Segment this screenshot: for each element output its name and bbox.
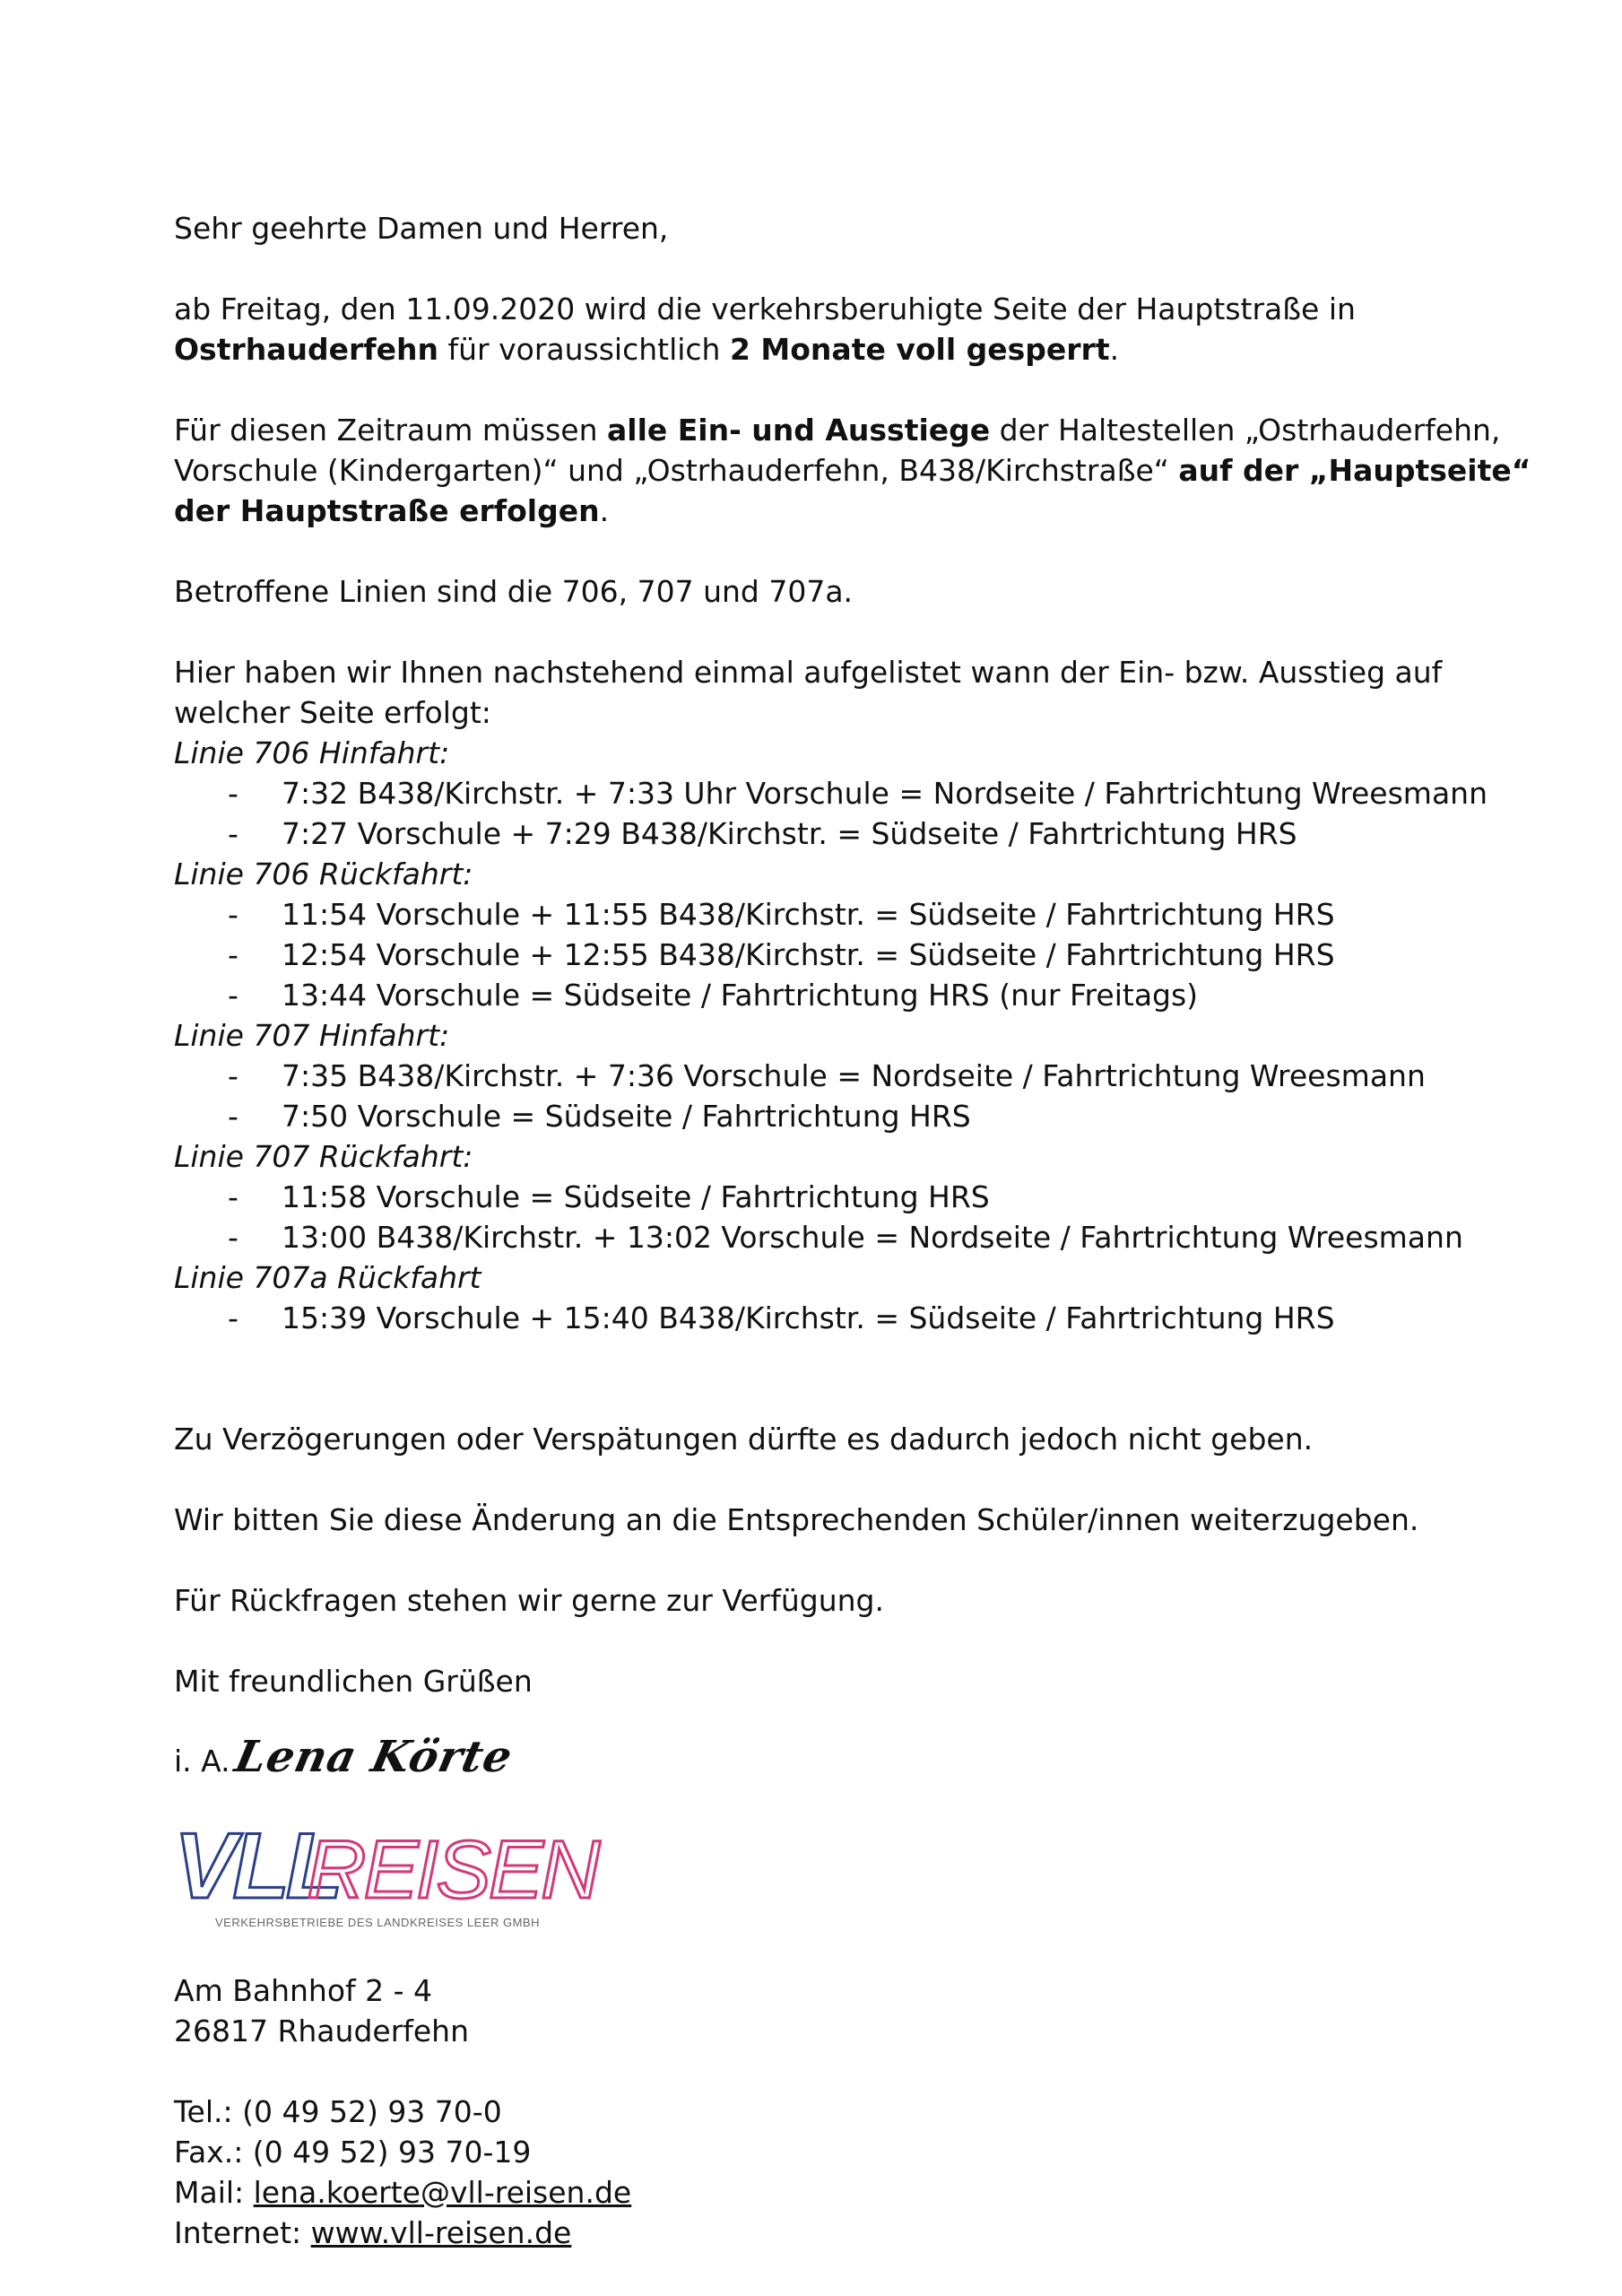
line-heading: Linie 706 Hinfahrt:	[174, 735, 450, 770]
trip-item	[174, 1177, 1537, 1217]
contact-fax: Fax.: (0 49 52) 93 70-19	[174, 2135, 532, 2170]
letter-body	[174, 208, 1537, 2253]
dash-bullet: -	[228, 776, 239, 811]
emphasis-duration: 2 Monate voll gesperrt	[729, 332, 1110, 367]
contact-web-row	[174, 2213, 1537, 2253]
logo-vll-text: VLL	[174, 1814, 340, 1918]
trip-list	[174, 1056, 1537, 1136]
contact-block	[174, 1970, 1537, 2253]
trip-text: 7:32 B438/Kirchstr. + 7:33 Uhr Vorschule = Nordseite / Fahrtrichtung Wreesmann	[282, 776, 1488, 811]
trip-item	[174, 935, 1537, 975]
trip-item	[174, 773, 1537, 813]
trip-text: 13:44 Vorschule = Südseite / Fahrtrichtung HRS (nur Freitags)	[282, 978, 1199, 1013]
paragraph-text: Für diesen Zeitraum müssen	[174, 413, 607, 448]
salutation: Sehr geehrte Damen und Herren,	[174, 211, 669, 246]
contact-street: Am Bahnhof 2 - 4	[174, 1973, 432, 2008]
paragraph-text: .	[1109, 332, 1120, 367]
trip-list	[174, 773, 1537, 854]
closing: Mit freundlichen Grüßen	[174, 1664, 533, 1699]
contact-mail-row	[174, 2172, 1537, 2213]
line-heading: Linie 707 Rückfahrt:	[174, 1139, 473, 1174]
contact-city: 26817 Rhauderfehn	[174, 2013, 470, 2048]
trip-text: 7:27 Vorschule + 7:29 B438/Kirchstr. = Südseite / Fahrtrichtung HRS	[282, 816, 1297, 851]
trip-text: 7:35 B438/Kirchstr. + 7:36 Vorschule = Nordseite / Fahrtrichtung Wreesmann	[282, 1058, 1426, 1093]
line-heading: Linie 707a Rückfahrt	[174, 1260, 481, 1295]
website-link[interactable]: www.vll-reisen.de	[310, 2215, 572, 2250]
emphasis-main-side: auf der „Hauptseite“ der Hauptstraße erfolgen	[174, 453, 1531, 528]
trip-list	[174, 894, 1537, 1015]
vll-reisen-logo	[174, 1812, 598, 1939]
trip-text: 12:54 Vorschule + 12:55 B438/Kirchstr. = Südseite / Fahrtrichtung HRS	[282, 937, 1335, 972]
trip-text: 13:00 B438/Kirchstr. + 13:02 Vorschule = Nordseite / Fahrtrichtung Wreesmann	[282, 1220, 1463, 1255]
dash-bullet: -	[228, 1300, 239, 1335]
dash-bullet: -	[228, 816, 239, 851]
paragraph-schedule-intro: Hier haben wir Ihnen nachstehend einmal aufgelistet wann der Ein- bzw. Ausstieg auf welcher Seite erfolgt:	[174, 655, 1443, 730]
logo-tagline: VERKEHRSBETRIEBE DES LANDKREISES LEER GMBH	[215, 1916, 540, 1929]
trip-item	[174, 1217, 1537, 1257]
paragraph-text: für voraussichtlich	[438, 332, 730, 367]
paragraph-questions: Für Rückfragen stehen wir gerne zur Verfügung.	[174, 1583, 884, 1618]
trip-item	[174, 813, 1537, 854]
dash-bullet: -	[228, 937, 239, 972]
trip-text: 15:39 Vorschule + 15:40 B438/Kirchstr. = Südseite / Fahrtrichtung HRS	[282, 1300, 1335, 1335]
paragraph-closure-notice	[174, 289, 1537, 370]
schedule-list	[174, 733, 1537, 1338]
mail-link[interactable]: lena.koerte@vll-reisen.de	[253, 2175, 632, 2210]
dash-bullet: -	[228, 897, 239, 932]
dash-bullet: -	[228, 1179, 239, 1214]
dash-bullet: -	[228, 1058, 239, 1093]
paragraph-delays: Zu Verzögerungen oder Verspätungen dürfte es dadurch jedoch nicht geben.	[174, 1422, 1314, 1457]
trip-item	[174, 1096, 1537, 1136]
signature	[174, 1732, 1537, 1782]
paragraph-affected-lines: Betroffene Linien sind die 706, 707 und 707a.	[174, 574, 854, 609]
logo-reisen-text: REISEN	[307, 1824, 598, 1916]
paragraph-text: .	[599, 493, 610, 528]
trip-list	[174, 1298, 1537, 1338]
trip-item	[174, 1056, 1537, 1096]
emphasis-location: Ostrhauderfehn	[174, 332, 439, 367]
trip-item	[174, 894, 1537, 935]
contact-tel: Tel.: (0 49 52) 93 70-0	[174, 2094, 502, 2129]
line-heading: Linie 707 Hinfahrt:	[174, 1018, 450, 1053]
line-heading: Linie 706 Rückfahrt:	[174, 857, 473, 891]
paragraph-text: der Haltestellen „Ostrhauderfehn, Vorschule (Kindergarten)“ und „Ostrhauderfehn, B438/Kirchstraße“	[174, 413, 1501, 488]
signature-name: Lena Körte	[230, 1732, 517, 1782]
paragraph-request: Wir bitten Sie diese Änderung an die Entsprechenden Schüler/innen weiterzugeben.	[174, 1502, 1419, 1537]
trip-item	[174, 975, 1537, 1015]
signature-prefix: i. A.	[174, 1744, 230, 1779]
dash-bullet: -	[228, 978, 239, 1013]
trip-item	[174, 1298, 1537, 1338]
paragraph-text: ab Freitag, den 11.09.2020 wird die verkehrsberuhigte Seite der Hauptstraße in	[174, 291, 1356, 326]
dash-bullet: -	[228, 1220, 239, 1255]
paragraph-boarding-instructions	[174, 410, 1537, 531]
emphasis-boarding: alle Ein- und Ausstiege	[606, 413, 991, 448]
trip-list	[174, 1177, 1537, 1257]
mail-label: Mail:	[174, 2175, 254, 2210]
web-label: Internet:	[174, 2215, 311, 2250]
dash-bullet: -	[228, 1099, 239, 1134]
trip-text: 11:54 Vorschule + 11:55 B438/Kirchstr. = Südseite / Fahrtrichtung HRS	[282, 897, 1335, 932]
trip-text: 7:50 Vorschule = Südseite / Fahrtrichtung HRS	[282, 1099, 971, 1134]
trip-text: 11:58 Vorschule = Südseite / Fahrtrichtung HRS	[282, 1179, 990, 1214]
